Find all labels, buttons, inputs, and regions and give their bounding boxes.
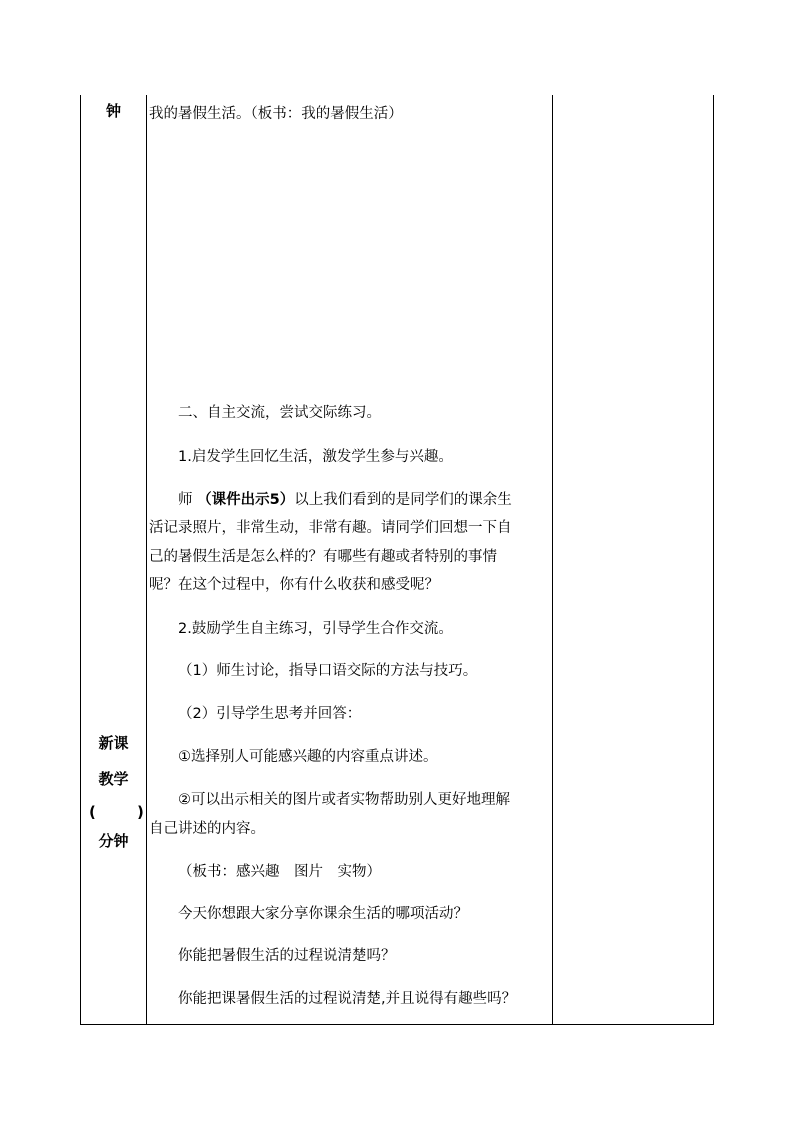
paren-open: ( [89, 803, 96, 821]
teacher-paragraph-line3: 己的暑假生活是怎么样的？有哪些有趣或者特别的事情 [149, 549, 497, 565]
question-1: 今天你想跟大家分享你课余生活的哪项活动？ [178, 906, 468, 922]
courseware-note: （课件出示5） [197, 492, 295, 508]
teacher-paragraph-line1 [178, 490, 512, 510]
teacher-paragraph-rest: 以上我们看到的是同学们的课余生 [294, 492, 512, 508]
table-divider-2 [552, 95, 553, 1025]
board-note-2: （板书：感兴趣 图片 实物） [178, 864, 381, 880]
sub-point-1: （1）师生讨论，指导口语交际的方法与技巧。 [178, 663, 478, 679]
tip-2-line1: ②可以出示相关的图片或者实物帮助别人更好地理解 [178, 792, 510, 808]
teacher-paragraph-line2: 活记录照片，非常生动，非常有趣。请同学们回想一下自 [149, 520, 512, 536]
table-border-left [80, 95, 81, 1025]
teacher-paragraph-line4: 呢？在这个过程中，你有什么收获和感受呢？ [149, 577, 439, 593]
question-2: 你能把暑假生活的过程说清楚吗？ [178, 948, 396, 964]
section-label-line1: 新课 [98, 734, 129, 752]
table-border-bottom [80, 1024, 714, 1025]
section-label-line2: 教学 [98, 770, 129, 788]
table-divider-1 [146, 95, 147, 1025]
point-2: 2.鼓励学生自主练习，引导学生合作交流。 [178, 621, 453, 637]
tip-1: ①选择别人可能感兴趣的内容重点讲述。 [178, 749, 438, 765]
question-3: 你能把课暑假生活的过程说清楚,并且说得有趣些吗？ [178, 991, 517, 1007]
paren-close: ) [137, 803, 144, 821]
section-heading-2: 二、自主交流，尝试交际练习。 [178, 405, 381, 421]
minutes-label: 分钟 [98, 832, 129, 850]
point-1: 1.启发学生回忆生活，激发学生参与兴趣。 [178, 449, 453, 465]
sub-point-2: （2）引导学生思考并回答： [178, 706, 362, 722]
table-border-right [713, 95, 714, 1025]
teacher-prefix: 师 [178, 492, 193, 508]
time-label-top: 钟 [105, 102, 121, 120]
tip-2-line2: 自己讲述的内容。 [149, 821, 265, 837]
summer-life-line: 我的暑假生活。（板书：我的暑假生活） [149, 106, 403, 122]
